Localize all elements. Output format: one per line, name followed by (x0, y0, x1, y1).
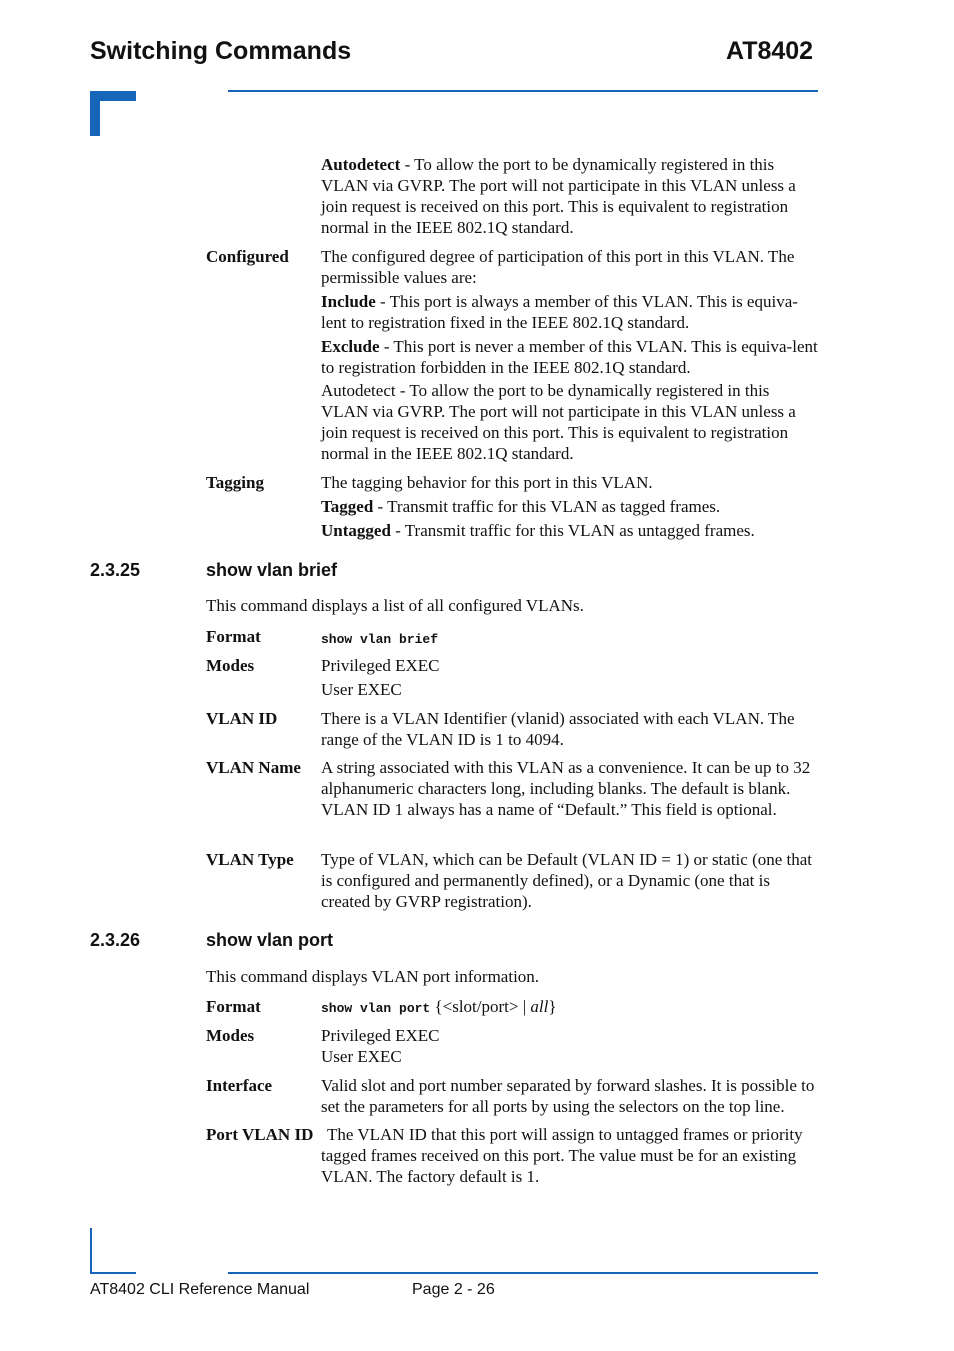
interface-label: Interface (206, 1076, 273, 1095)
footer-bracket-horizontal (90, 1272, 136, 1274)
port-vlan-id-text: The VLAN ID that this port will assign to untagged frames or priority tagged frames received on this port. The value must be for an existing VLAN. The factory default is 1. (321, 1125, 803, 1186)
format-label-2326: Format (206, 997, 261, 1016)
section-2326-number: 2.3.26 (90, 930, 141, 950)
footer-page-number: Page 2 - 26 (412, 1281, 495, 1298)
header-rule (228, 90, 818, 92)
configured-label: Configured (206, 247, 289, 266)
mode-privileged-2325: Privileged EXEC (321, 656, 440, 675)
section-2325-description: This command displays a list of all configured VLANs. (206, 596, 584, 615)
vlan-id-label: VLAN ID (206, 709, 278, 728)
footer-rule (228, 1272, 818, 1274)
interface-text: Valid slot and port number separated by forward slashes. It is possible to set the parameters for all ports by using the selectors on the top line. (321, 1076, 815, 1116)
page-header-title: Switching Commands (90, 37, 352, 65)
section-2326-description: This command displays VLAN port information. (206, 967, 540, 986)
tagging-label: Tagging (206, 473, 264, 492)
format-label-2325: Format (206, 627, 261, 646)
section-2325-number: 2.3.25 (90, 560, 141, 580)
tagging-tagged: Tagged - Transmit traffic for this VLAN as tagged frames. (321, 497, 721, 516)
section-2326-title: show vlan port (206, 930, 334, 950)
vlan-type-text: Type of VLAN, which can be Default (VLAN ID = 1) or static (one that is configured and permanently defined), or a Dynamic (one that is created by GVRP registration). (321, 850, 813, 911)
mode-user-2325: User EXEC (321, 680, 402, 699)
intro-autodetect: Autodetect - To allow the port to be dynamically registered in this VLAN via GVRP. The port will not participate in this VLAN unless a join request is received on this port. This is equivalent to registration normal in the IEEE 802.1Q standard. (321, 155, 796, 237)
footer-manual-title: AT8402 CLI Reference Manual (90, 1281, 310, 1298)
section-2325-title: show vlan brief (206, 560, 338, 580)
mode-privileged-2326: Privileged EXEC (321, 1026, 440, 1045)
format-command-2326: show vlan port {<slot/port> | all} (321, 997, 557, 1016)
tagging-text: The tagging behavior for this port in this VLAN. (321, 473, 653, 492)
tagging-untagged: Untagged - Transmit traffic for this VLAN as untagged frames. (321, 521, 755, 540)
configured-include: Include - This port is always a member of this VLAN. This is equiva-lent to registration fixed in the IEEE 802.1Q standard. (321, 292, 798, 332)
modes-label-2325: Modes (206, 656, 255, 675)
mode-user-2326: User EXEC (321, 1047, 402, 1066)
port-vlan-id-label: Port VLAN ID (206, 1125, 314, 1144)
vlan-name-label: VLAN Name (206, 758, 301, 777)
page-header-product: AT8402 (726, 37, 814, 65)
configured-autodetect: Autodetect - To allow the port to be dynamically registered in this VLAN via GVRP. The port will not participate in this VLAN unless a join request is received on this port. This is equivalent to registration normal in the IEEE 802.1Q standard. (321, 381, 796, 463)
vlan-name-text: A string associated with this VLAN as a convenience. It can be up to 32 alphanumeric characters long, including blanks. The default is blank. VLAN ID 1 always has a name of “Default.” This field is optional. (321, 758, 811, 819)
vlan-type-label: VLAN Type (206, 850, 294, 869)
footer-bracket-vertical (90, 1228, 92, 1274)
configured-text: The configured degree of participation of this port in this VLAN. The permissible values are: (321, 247, 795, 287)
modes-label-2326: Modes (206, 1026, 255, 1045)
format-command-2325: show vlan brief (321, 632, 439, 647)
vlan-id-text: There is a VLAN Identifier (vlanid) associated with each VLAN. The range of the VLAN ID is 1 to 4094. (321, 709, 795, 749)
configured-exclude: Exclude - This port is never a member of this VLAN. This is equiva-lent to registration forbidden in the IEEE 802.1Q standard. (321, 337, 818, 377)
